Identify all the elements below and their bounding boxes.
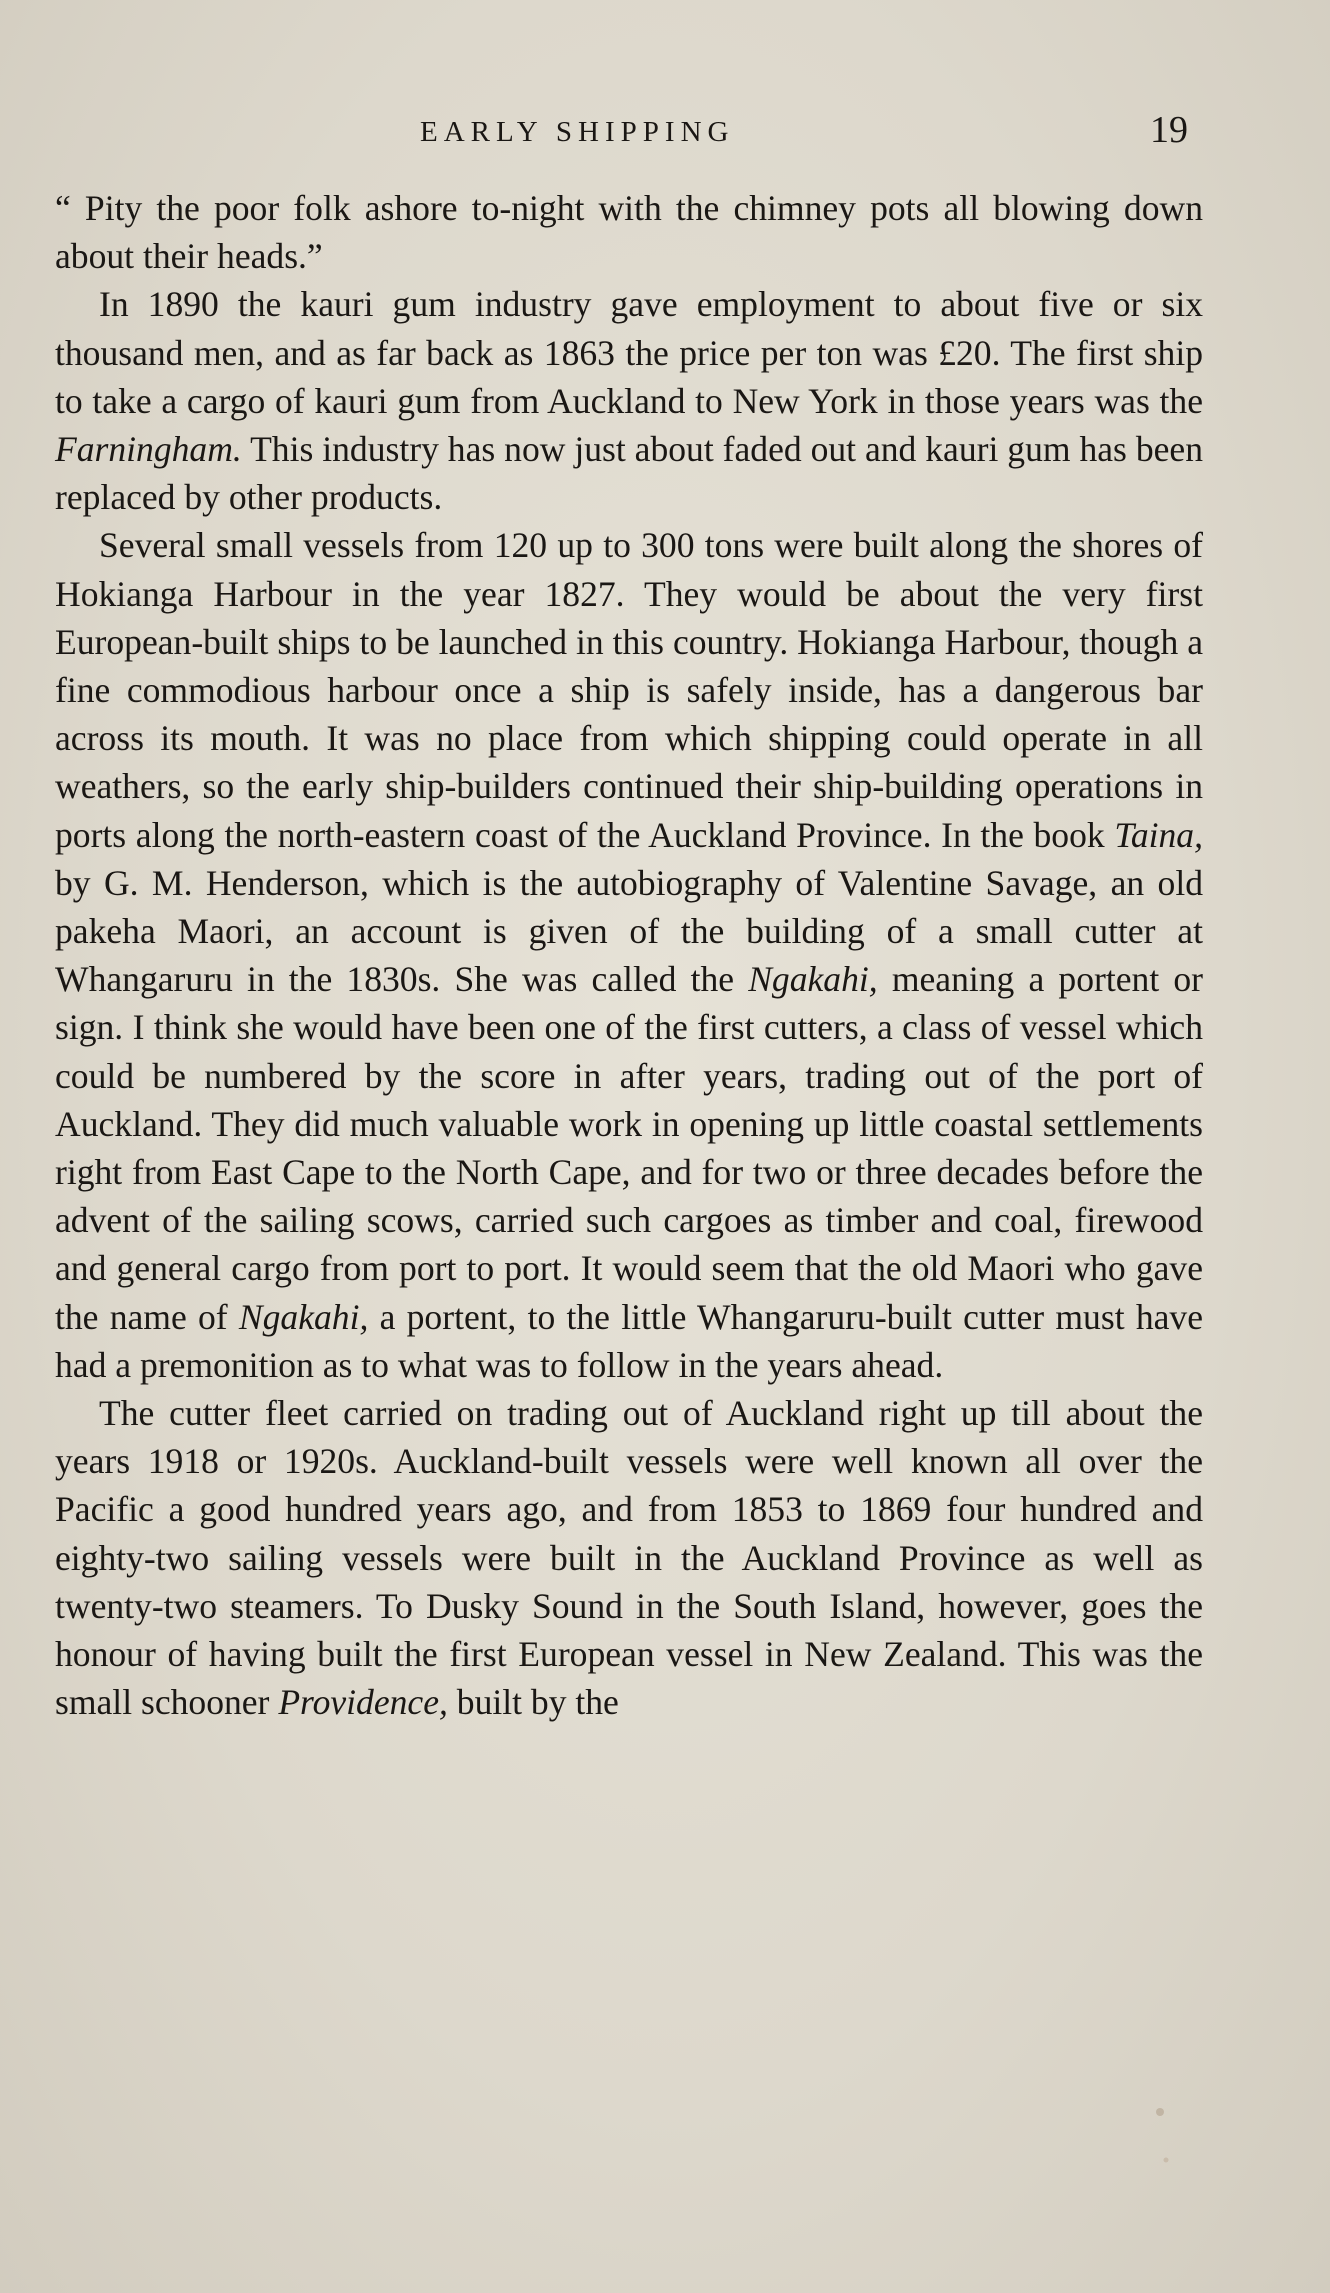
text-run: In 1890 the kauri gum industry gave employment to about five or six thousand men, and as far back as 1863 the price per ton was £20. The first ship to take a cargo of kauri gum from Auckland to New York in those years was the [55,284,1203,421]
paragraph [55,280,1203,521]
ship-name-italic: Farningham. [55,429,242,470]
paragraph [55,521,1203,1389]
running-head: EARLY SHIPPING [420,116,735,148]
paper-speck-marks [1150,2100,1180,2180]
book-title-italic: Taina, [1114,814,1203,855]
paragraph [55,1389,1203,1726]
body-text [55,184,1203,1727]
paragraph [55,184,1203,280]
ship-name-italic: Providence, [278,1682,448,1723]
page-number: 19 [1150,109,1188,151]
text-run: meaning a portent or sign. I think she would have been one of the first cutters, a class of vessel which could be numbered by the score in after years, trading out of the port of Auckland. They did much valuable work in opening up little coastal settlements right from East Cape to the North Cape, and for two or three decades before the advent of the sailing scows, carried such cargoes as timber and coal, firewood and general cargo from port to port. It would seem that the old Maori who gave the name of [55,959,1203,1337]
text-run: Several small vessels from 120 up to 300 tons were built along the shores of Hokianga Harbour in the year 1827. They would be about the very first European-built ships to be launched in this country. Hokianga Harbour, though a fine commodious harbour once a ship is safely inside, has a dangerous bar across its mouth. It was no place from which shipping could operate in all weathers, so the early ship-builders continued their ship-building operations in ports along the north-eastern coast of the Auckland Province. In the book [55,525,1203,855]
text-run: by G. M. Henderson, which is the autobiography of Valentine Savage, an old pakeha Maori, an account is given of the building of a small cutter at Whangaruru in the 1830s. She was called the [55,862,1203,1000]
text-run: built by the [447,1682,619,1723]
ship-name-italic: Ngakahi, [238,1296,369,1337]
text-run: “ Pity the poor folk ashore to-night with the chimney pots all blowing down about their heads.” [55,188,1203,277]
ship-name-italic: Ngakahi, [748,959,878,1000]
page-header [0,109,1330,156]
text-run: a portent, to the little Whangaruru-built cutter must have had a premonition as to what was to follow in the years ahead. [55,1296,1203,1385]
text-run: This industry has now just about faded out and kauri gum has been replaced by other products. [55,429,1203,518]
text-run: The cutter fleet carried on trading out of Auckland right up till about the years 1918 or 1920s. Auckland-built vessels were well known all over the Pacific a good hundred years ago, and from 1853 to 1869 four hundred and eighty-two sailing vessels were built in the Auckland Province as well as twenty-two steamers. To Dusky Sound in the South Island, however, goes the honour of having built the first European vessel in New Zealand. This was the small schooner [55,1393,1203,1723]
